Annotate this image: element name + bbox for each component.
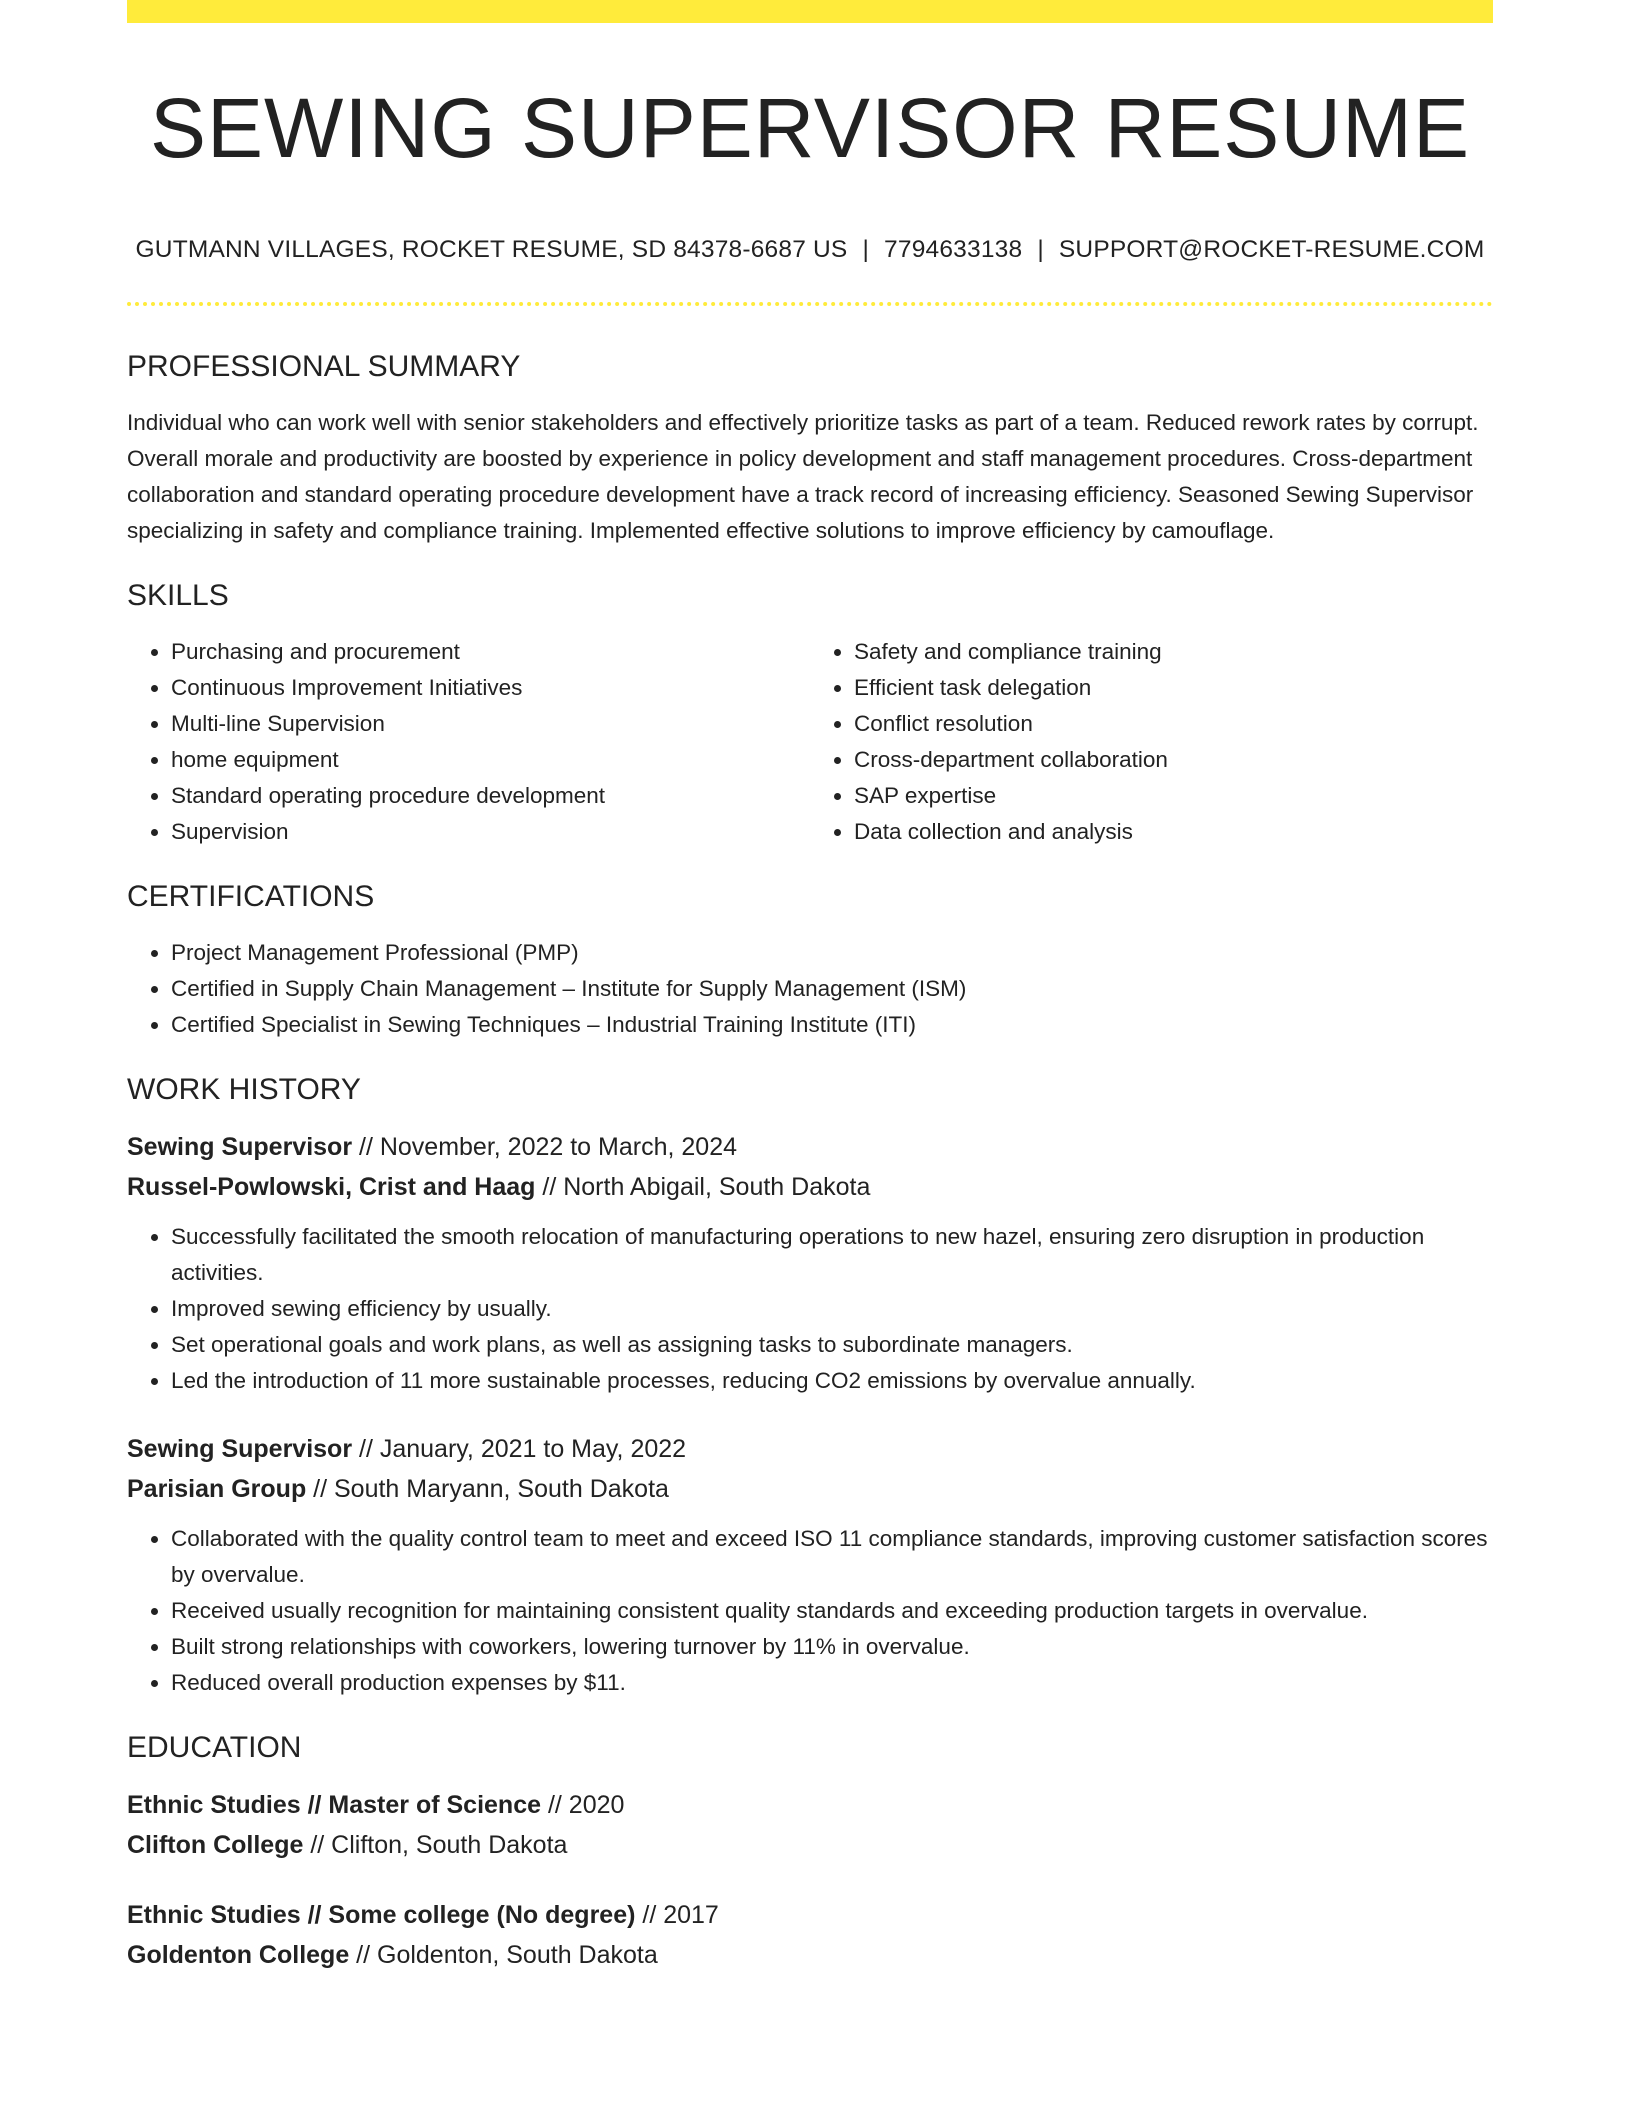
job-bullet: • Improved sewing efficiency by usually. [171,1291,1493,1327]
job-bullet: • Successfully facilitated the smooth relocation of manufacturing operations to new hazel, ensuring zero disruption in production activities. [171,1219,1493,1291]
education-location: // Clifton, South Dakota [303,1831,568,1860]
job-title: Sewing Supervisor [127,1133,353,1162]
education-degree-line [127,1895,1493,1935]
job-bullet: • Received usually recognition for maintaining consistent quality standards and exceeding production targets in overvalue. [171,1593,1493,1629]
certification-item: • Certified Specialist in Sewing Techniques – Industrial Training Institute (ITI) [171,1007,1493,1043]
job-location: // North Abigail, South Dakota [535,1173,871,1202]
skill-item: • Cross-department collaboration [854,742,1493,778]
job-title-line [127,1429,1493,1469]
skill-item: • Standard operating procedure development [171,778,810,814]
education-school: Goldenton College [127,1941,350,1970]
skill-item: • SAP expertise [854,778,1493,814]
skills-heading: SKILLS [127,579,229,613]
job-bullet: • Reduced overall production expenses by $11. [171,1665,1493,1701]
summary-text: Individual who can work well with senior stakeholders and effectively prioritize tasks as part of a team. Reduced rework rates by corrupt. Overall morale and productivity are boosted by experience in policy development and staff management procedures. Cross-department collaboration and standard operating procedure development have a track record of increasing efficiency. Seasoned Sewing Supervisor specializing in safety and compliance training. Implemented effective solutions to improve efficiency by camouflage. [127,410,1479,544]
certification-item: • Project Management Professional (PMP) [171,935,1493,971]
education-year: // 2020 [541,1791,625,1820]
job-company-line [127,1167,1493,1207]
job-dates: // November, 2022 to March, 2024 [352,1133,737,1162]
job-bullets [127,1219,1493,1399]
education-entry [127,1895,1493,1975]
education-heading: EDUCATION [127,1731,302,1765]
job-entry [127,1127,1493,1399]
education-school-line [127,1935,1493,1975]
contact-separator: | [862,236,870,264]
contact-separator: | [1037,236,1044,264]
education-school-line [127,1825,1493,1865]
dotted-divider [127,302,1493,306]
education-school: Clifton College [127,1831,304,1860]
skill-item: • Data collection and analysis [854,814,1493,850]
certifications-heading: CERTIFICATIONS [127,880,375,914]
skill-item: • Purchasing and procurement [171,634,810,670]
skills-list-left [127,634,810,850]
job-company-line [127,1469,1493,1509]
contact-email: SUPPORT@ROCKET-RESUME.COM [1058,236,1485,264]
top-accent-bar [127,0,1493,23]
job-bullet: • Collaborated with the quality control team to meet and exceed ISO 11 compliance standards, improving customer satisfaction scores by overvalue. [171,1521,1493,1593]
work-history-heading: WORK HISTORY [127,1073,361,1107]
job-entry [127,1429,1493,1701]
job-title: Sewing Supervisor [127,1435,353,1464]
job-bullet: • Built strong relationships with coworkers, lowering turnover by 11% in overvalue. [171,1629,1493,1665]
certification-item: • Certified in Supply Chain Management – Institute for Supply Management (ISM) [171,971,1493,1007]
skills-grid [127,634,1493,850]
resume-page [127,0,1493,1975]
job-bullet: • Led the introduction of 11 more sustainable processes, reducing CO2 emissions by overvalue annually. [171,1363,1493,1399]
resume-title: SEWING SUPERVISOR RESUME [149,81,1470,175]
skills-list-right [810,634,1493,850]
certifications-list [127,935,1493,1043]
job-location: // South Maryann, South Dakota [306,1475,669,1504]
education-degree: Ethnic Studies // Master of Science [127,1791,542,1820]
skill-item: • Conflict resolution [854,706,1493,742]
job-dates: // January, 2021 to May, 2022 [352,1435,687,1464]
job-bullets [127,1521,1493,1701]
education-location: // Goldenton, South Dakota [349,1941,658,1970]
contact-line [127,236,1493,264]
education-degree-line [127,1785,1493,1825]
contact-address: GUTMANN VILLAGES, ROCKET RESUME, SD 84378-6687 US [135,236,848,264]
education-degree: Ethnic Studies // Some college (No degree) [127,1901,636,1930]
education-entry [127,1785,1493,1865]
education-year: // 2017 [635,1901,719,1930]
skill-item: • Efficient task delegation [854,670,1493,706]
contact-phone: 7794633138 [884,236,1023,264]
skill-item: • Safety and compliance training [854,634,1493,670]
job-bullet: • Set operational goals and work plans, as well as assigning tasks to subordinate managers. [171,1327,1493,1363]
job-company: Russel-Powlowski, Crist and Haag [127,1173,536,1202]
summary-heading: PROFESSIONAL SUMMARY [127,350,521,384]
skill-item: • Continuous Improvement Initiatives [171,670,810,706]
job-company: Parisian Group [127,1475,307,1504]
job-title-line [127,1127,1493,1167]
skill-item: • Supervision [171,814,810,850]
skill-item: • Multi-line Supervision [171,706,810,742]
skill-item: • home equipment [171,742,810,778]
